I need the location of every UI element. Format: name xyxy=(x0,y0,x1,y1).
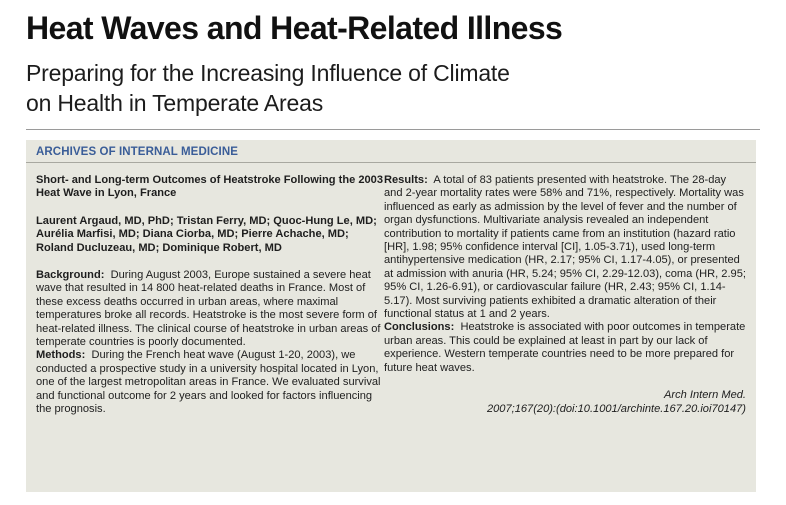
background-text: During August 2003, Europe sustained a severe heat wave that resulted in 14 800 heat-related deaths in France. Most of these excess deaths occurred in urban areas, where maximal temperatures broke all records. Heatstroke is the most severe form of heat-related illness. The clinical course of heatstroke in urban areas of temperate countries is poorly documented. xyxy=(36,269,381,349)
conclusions-text: Heatstroke is associated with poor outcomes in temperate urban areas. This could be explained at least in part by our lack of experience. Western temperate countries need to be more prepared for future heat waves. xyxy=(384,321,746,374)
conclusions-section xyxy=(384,321,746,375)
header-divider xyxy=(26,129,760,130)
abstract-right-column xyxy=(384,174,746,416)
results-label: Results: xyxy=(384,174,428,186)
conclusions-label: Conclusions: xyxy=(384,321,455,334)
page-title: Heat Waves and Heat-Related Illness xyxy=(26,10,563,46)
methods-label: Methods: xyxy=(36,349,86,362)
abstract-left-column xyxy=(36,174,384,417)
citation-reference: 2007;167(20):(doi:10.1001/archinte.167.20.ioi70147) xyxy=(486,402,746,415)
results-text: A total of 83 patients presented with heatstroke. The 28-day and 2-year mortality rates were 58% and 71%, respectively. Mortality was influenced as early as admission by the level of fever and the number of organ dysfunctions. Multivariate analysis revealed an independent contribution to mortality if patients came from an institution (hazard ratio [HR], 1.98; 95% confidence interval [CI], 1.05-3.71), used long-term antihypertensive medication (HR, 2.17; 95% CI, 1.17-4.05), or presented at admission with anuria (HR, 5.24; 95% CI, 2.29-12.03), coma (HR, 2.95; 95% CI, 1.26-6.91), or cardiovascular failure (HR, 2.43; 95% CI, 1.14-5.17). Most surviving patients exhibited a dramatic alteration of their functional status at 1 and 2 years. xyxy=(384,174,746,321)
article-authors: Laurent Argaud, MD, PhD; Tristan Ferry, MD; Quoc-Hung Le, MD; Aurélia Marfisi, MD; Diana Ciorba, MD; Pierre Achache, MD; Roland Ducluzeau, MD; Dominique Robert, MD xyxy=(36,214,377,254)
citation xyxy=(384,389,746,416)
subtitle-line-1: Preparing for the Increasing Influence of Climate xyxy=(26,60,510,86)
methods-section xyxy=(36,349,384,416)
page-subtitle xyxy=(26,58,510,118)
article-title: Short- and Long-term Outcomes of Heatstroke Following the 2003 Heat Wave in Lyon, France xyxy=(36,174,384,200)
abstract-box xyxy=(26,140,756,492)
background-section xyxy=(36,269,384,349)
abstract-divider xyxy=(26,162,756,163)
results-section xyxy=(384,174,746,321)
methods-text: During the French heat wave (August 1-20, 2003), we conducted a prospective study in a university hospital located in Lyon, one of the largest metropolitan areas in France. We evaluated survival and functional outcome for 2 years and looked for factors influencing the prognosis. xyxy=(36,349,381,416)
journal-name: ARCHIVES OF INTERNAL MEDICINE xyxy=(36,146,239,158)
citation-journal: Arch Intern Med. xyxy=(663,389,746,402)
subtitle-line-2: on Health in Temperate Areas xyxy=(26,90,323,116)
background-label: Background: xyxy=(36,269,105,282)
